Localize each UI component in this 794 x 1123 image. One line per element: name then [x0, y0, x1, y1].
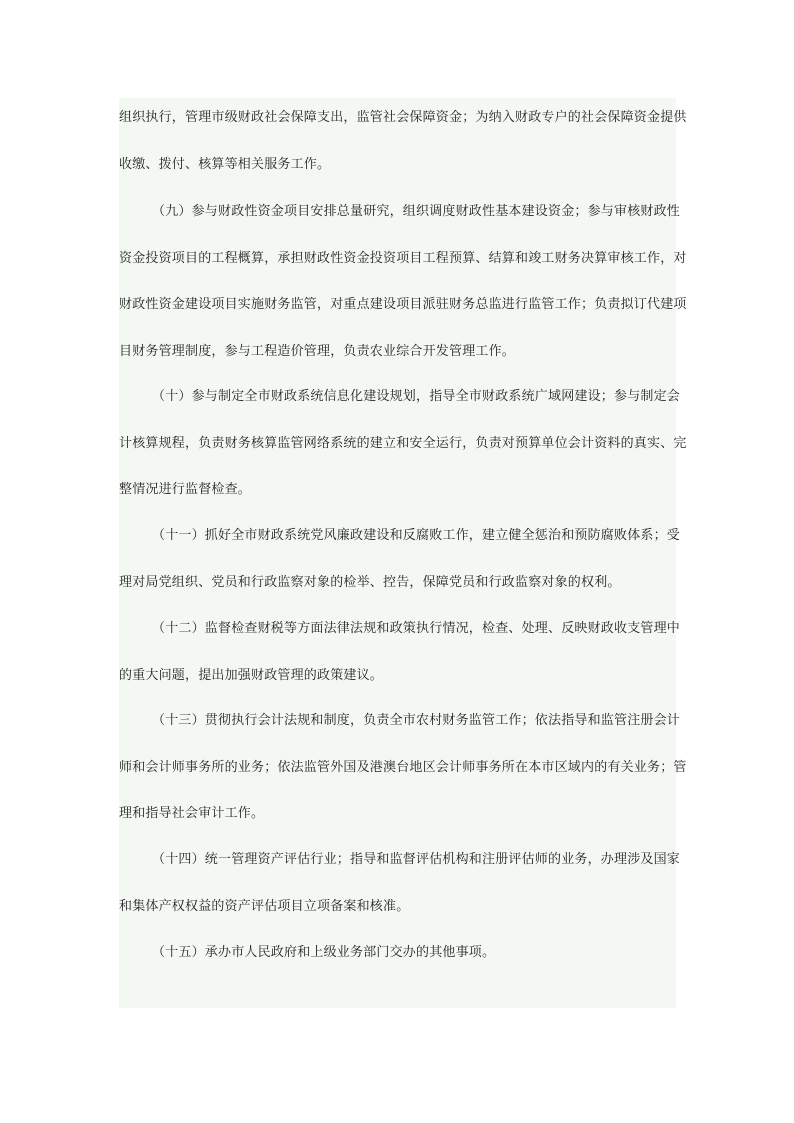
- paragraph-text: （十一）抓好全市财政系统党风廉政建设和反腐败工作，建立健全惩治和预防腐败体系；受理对局党组织、党员和行政监察对象的检举、控告，保障党员和行政监察对象的权利。: [119, 528, 681, 590]
- paragraph-8: [119, 930, 691, 977]
- paragraph-2: [119, 189, 691, 375]
- paragraph-6: [119, 698, 691, 838]
- paragraph-text: 组织执行，管理市级财政社会保障支出，监管社会保障资金；为纳入财政专户的社会保障资金提供收缴、拨付、核算等相关服务工作。: [119, 110, 687, 172]
- paragraph-4: [119, 513, 691, 606]
- paragraph-text: （十四）统一管理资产评估行业；指导和监督评估机构和注册评估师的业务，办理涉及国家和集体产权权益的资产评估项目立项备案和核准。: [119, 852, 681, 914]
- paragraph-3: [119, 374, 691, 514]
- paragraph-text: （九）参与财政性资金项目安排总量研究，组织调度财政性基本建设资金；参与审核财政性资金投资项目的工程概算，承担财政性资金投资项目工程预算、结算和竣工财务决算审核工作，对财政性资金建设项目实施财务监管，对重点建设项目派驻财务总监进行监管工作；负责拟订代建项目财务管理制度，参与工程造价管理，负责农业综合开发管理工作。: [119, 204, 687, 359]
- paragraph-text: （十三）贯彻执行会计法规和制度，负责全市农村财务监管工作；依法指导和监管注册会计师和会计师事务所的业务；依法监管外国及港澳台地区会计师事务所在本市区域内的有关业务；管理和指导社会审计工作。: [119, 713, 687, 821]
- paragraph-text: （十）参与制定全市财政系统信息化建设规划，指导全市财政系统广域网建设；参与制定会计核算规程，负责财务核算监管网络系统的建立和安全运行，负责对预算单位会计资料的真实、完整情况进行监督检查。: [119, 389, 687, 497]
- paragraph-5: [119, 606, 691, 699]
- paragraph-1: [119, 95, 691, 188]
- paragraph-text: （十五）承办市人民政府和上级业务部门交办的其他事项。: [152, 945, 496, 960]
- paragraph-7: [119, 837, 691, 930]
- paragraph-text: （十二）监督检查财税等方面法律法规和政策执行情况，检查、处理、反映财政收支管理中的重大问题，提出加强财政管理的政策建议。: [119, 621, 681, 683]
